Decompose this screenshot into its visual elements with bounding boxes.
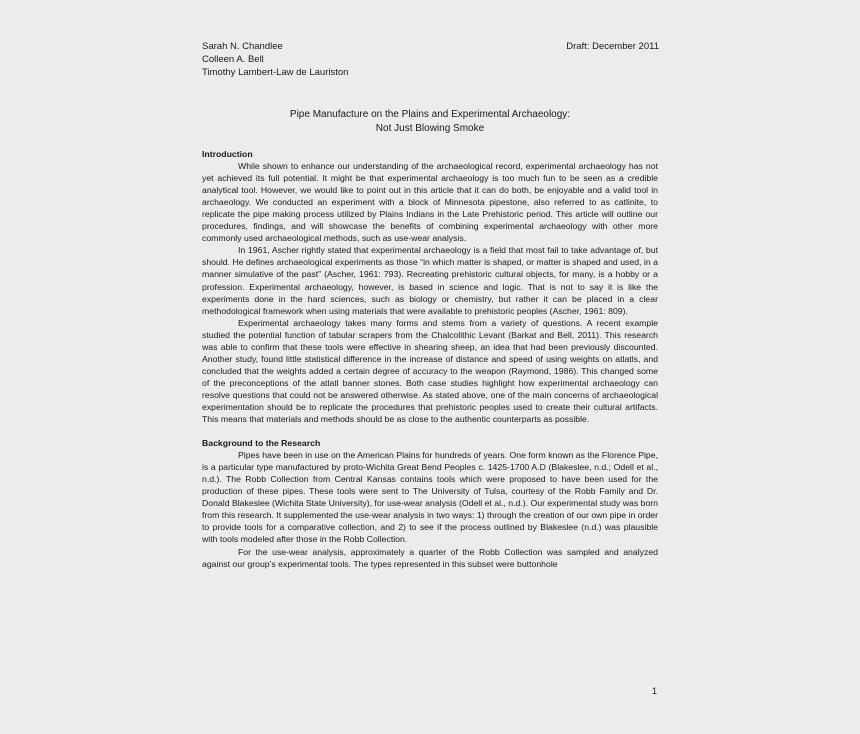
draft-date: Draft: December 2011 (566, 41, 659, 52)
paper-title (202, 108, 658, 135)
author-name: Timothy Lambert-Law de Lauriston (202, 67, 349, 78)
author-list (202, 40, 348, 79)
subtitle-line: Not Just Blowing Smoke (375, 122, 485, 134)
paragraph: Experimental archaeology takes many forms and stems from a variety of questions. A recent example studied the potential function of tabular scrapers from the Chalcolithic Levant (Barkat and Bell, 2011). This research was able to confirm that these tools were effective in shearing sheep, an idea that had been previously discounted. Another study, found little statistical difference in the increase of distance and speed of using weights on atlatls, and concluded that the weights added a certain degree of accuracy to the weapon (Raymond, 1986). This changed some of the preconceptions of the atlatl banner stones. Both case studies highlight how experimental archaeology can resolve questions that could not be answered otherwise. As stated above, one of the main concerns of archaeological experimentation should be to replicate the procedures that prehistoric peoples used to create their cultural artifacts. This means that materials and methods should be as close to the authentic counterparts as possible. (202, 317, 658, 425)
paragraph: In 1961, Ascher rightly stated that experimental archaeology is a field that most fail to take advantage of, but should. He defines archaeological experiments as those “in which matter is shaped, or matter is shaped and used, in a manner simulative of the past” (Ascher, 1961: 793). Recreating prehistoric cultural objects, for many, is a hobby or a profession. Experimental archaeology, however, is based in science and logic. That is not to say it is like the experiments done in the hard sciences, such as biology or chemistry, but rather it can be placed in a clear methodological framework when using materials that were available to prehistoric peoples (Ascher, 1961: 809). (202, 245, 658, 316)
page-number: 1 (652, 686, 658, 696)
section-heading: Background to the Research (202, 438, 321, 449)
author-name: Sarah N. Chandlee (202, 41, 283, 52)
section-heading: Introduction (202, 149, 253, 159)
paragraph: For the use-wear analysis, approximately a quarter of the Robb Collection was sampled and analyzed against our group’s experimental tools. The types represented in this subset were buttonhole (202, 546, 658, 569)
paragraph: Pipes have been in use on the American Plains for hundreds of years. One form known as the Florence Pipe, is a particular type manufactured by proto-Wichita Great Bend Peoples c. 1425-1700 A.D (Blakeslee, n.d.; Odell et al., n.d.). The Robb Collection from Central Kansas contains tools which were proposed to have been used for the production of these pipes. These tools were sent to The University of Tulsa, courtesy of the Robb Family and Dr. Donald Blakeslee (Wichita State University), for use-wear analysis (Odell et al., n.d.). Our experimental study was born from this research. It supplemented the use-wear analysis in two ways: 1) through the creation of our own pipe in order to provide tools for a comparative collection, and 2) to see if the process outlined by Blakeslee (n.d.) was plausible with tools modeled after those in the Robb Collection. (202, 450, 658, 545)
paragraph: While shown to enhance our understanding of the archaeological record, experimental archaeology has not yet achieved its full potential. It might be that experimental archaeology is too much fun to be seen as a credible analytical tool. However, we would like to point out in this article that it can do both, be enjoyable and a valid tool in archaeology. We conducted an experiment with a block of Minnesota pipestone, also referred to as catlinite, to replicate the pipe making process utilized by Plains Indians in the Late Prehistoric period. This article will outline our procedures, findings, and will showcase the benefits of combining experimental archaeology with other more commonly used archaeological methods, such as use-wear analysis. (202, 161, 658, 244)
author-name: Colleen A. Bell (202, 54, 264, 65)
title-line: Pipe Manufacture on the Plains and Experimental Archaeology: (289, 109, 571, 120)
paper-body (202, 148, 658, 570)
section-spacer (202, 425, 658, 437)
